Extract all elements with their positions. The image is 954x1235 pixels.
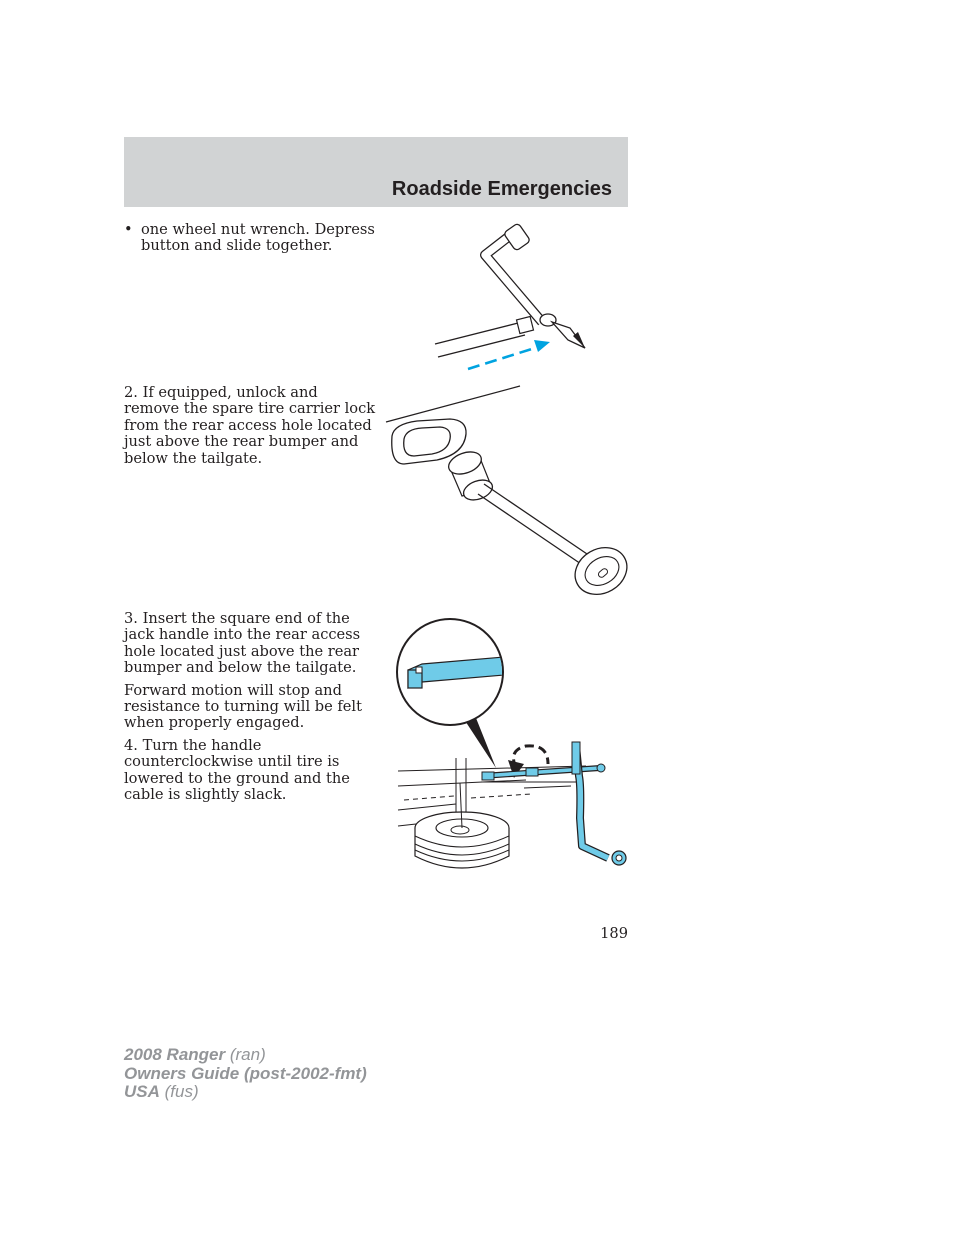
page-number: 189 — [600, 925, 628, 942]
footer-line-market — [124, 1083, 367, 1102]
wrench-instruction: one wheel nut wrench. Depress button and slide together. — [141, 221, 375, 255]
step2-text-block — [124, 385, 376, 473]
spare-tire-lock-illustration — [382, 384, 632, 599]
step2-instruction: 2. If equipped, unlock and remove the spare tire carrier lock from the rear access hole located just above the rear bumper and below the tailgate. — [124, 384, 376, 467]
bullet-icon: • — [124, 221, 133, 238]
step3-note: Forward motion will stop and resistance to turning will be felt when properly engaged. — [124, 681, 362, 732]
step3-text-block — [124, 611, 376, 809]
list-item — [124, 222, 376, 255]
footer-line-model — [124, 1046, 367, 1065]
section-title: Roadside Emergencies — [391, 178, 612, 200]
step3-instruction: 3. Insert the square end of the jack handle into the rear access hole located just above the rear bumper and below the tailgate. — [124, 610, 361, 677]
footer-market-code: (fus) — [164, 1082, 199, 1101]
wrench-text-block — [124, 222, 376, 255]
step4-instruction: 4. Turn the handle counterclockwise until tire is lowered to the ground and the cable is slightly slack. — [124, 736, 350, 804]
jack-handle-insertion-illustration — [396, 618, 636, 873]
document-footer — [124, 1046, 367, 1102]
wheel-nut-wrench-illustration — [430, 222, 600, 377]
footer-model-code: (ran) — [229, 1045, 266, 1064]
footer-model: 2008 Ranger — [124, 1045, 226, 1064]
footer-line-guide — [124, 1065, 367, 1084]
section-header-band — [124, 137, 628, 207]
footer-guide: Owners Guide (post-2002-fmt) — [124, 1063, 367, 1083]
footer-market: USA — [124, 1082, 160, 1101]
